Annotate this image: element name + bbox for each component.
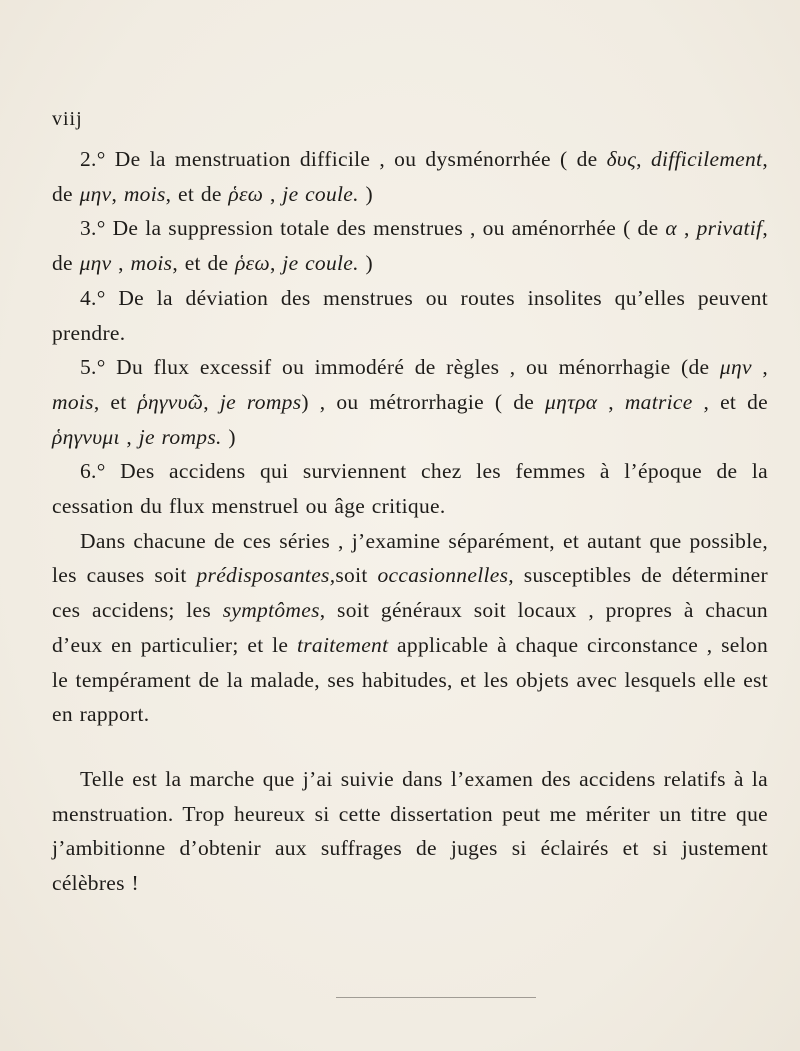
text-run: , <box>111 251 131 276</box>
text-run: 3.° De la suppression totale des menstrues , ou aménorrhée ( de <box>80 216 666 241</box>
text-run: ) <box>358 251 373 276</box>
paragraph <box>52 762 768 901</box>
italic-term: je coule. <box>282 251 359 276</box>
italic-term: μην <box>79 181 112 206</box>
text-run: soit <box>335 563 378 588</box>
paragraph <box>52 142 768 211</box>
text-run: , <box>269 251 283 276</box>
paragraph <box>52 211 768 280</box>
paragraph <box>52 524 768 732</box>
italic-term: μην <box>719 355 752 380</box>
text-run: , <box>203 389 220 414</box>
italic-term: mois <box>52 389 94 414</box>
text-run: ) <box>358 181 373 206</box>
text-run: Telle est la marche que j’ai suivie dans l’examen des accidens relatifs à la menstruation. Trop heureux si cette dissertation peut me mériter un titre que j’ambitionne d’obtenir aux suffrages de juges si éclairés et si justement célèbres ! <box>52 766 768 896</box>
italic-term: ῥεω <box>235 251 270 276</box>
text-run: 6.° Des accidens qui surviennent chez les femmes à l’époque de la cessation du flux menstruel ou âge critique. <box>52 459 768 519</box>
text-run: applicable à chaque circonstance , selon le tempérament de la malade, ses habitudes, et les objets avec lesquels elle est en rapport. <box>52 632 768 727</box>
text-run: 2.° De la menstruation difficile , ou dysménorrhée ( de <box>80 147 607 171</box>
decorative-rule <box>336 997 536 998</box>
text-run: 4.° De la déviation des menstrues ou routes insolites qu’elles peuvent prendre. <box>52 285 768 345</box>
text-run: susceptibles de déterminer ces accidens; les <box>52 563 768 623</box>
italic-term: δυς <box>606 147 637 171</box>
italic-term: symptômes <box>222 598 320 623</box>
text-run: , <box>263 181 283 206</box>
paragraph <box>52 454 768 523</box>
text-run: , de <box>52 147 768 206</box>
text-run: , et de <box>172 251 236 276</box>
text-run: , et <box>93 389 138 414</box>
paragraph <box>52 281 768 350</box>
text-run: , et de <box>165 181 229 206</box>
text-run: , <box>119 424 139 449</box>
text-run: , <box>111 181 124 206</box>
italic-term: traitement <box>296 632 389 657</box>
italic-term: ῥεω <box>228 181 264 206</box>
italic-term: occasionnelles, <box>377 563 514 588</box>
italic-term: α <box>665 216 677 241</box>
text-run: , <box>751 355 769 380</box>
italic-term: μητρα <box>545 389 598 414</box>
text-run: , <box>677 216 697 241</box>
italic-term: ῥηγνυῶ <box>137 389 204 414</box>
italic-term: prédisposantes, <box>196 563 336 588</box>
text-run: , de <box>52 216 768 276</box>
italic-term: je romps. <box>138 424 222 449</box>
text-run: , <box>636 147 651 171</box>
italic-term: ῥηγνυμι <box>52 424 120 449</box>
italic-term: matrice <box>624 389 693 414</box>
text-run: , et de <box>692 389 768 414</box>
italic-term: privatif <box>696 216 763 241</box>
text-run: ) , ou métrorrhagie ( de <box>301 389 546 414</box>
italic-term: je coule. <box>282 181 359 206</box>
italic-term: mois <box>130 251 173 276</box>
paragraph <box>52 350 768 454</box>
body-text <box>52 142 768 901</box>
text-run: , soit généraux soit locaux , propres à chacun d’eux en particulier; et le <box>52 598 768 657</box>
text-run: , <box>597 389 625 414</box>
italic-term: je romps <box>219 389 302 414</box>
text-run: ) <box>221 424 236 449</box>
text-run: Dans chacune de ces séries , j’examine séparément, et autant que possible, les causes soit <box>52 528 768 588</box>
italic-term: μην <box>79 251 112 276</box>
page-number: viij <box>52 108 83 130</box>
text-run: 5.° Du flux excessif ou immodéré de règles , ou ménorrhagie (de <box>80 355 720 380</box>
italic-term: difficilement <box>650 147 763 171</box>
italic-term: mois <box>123 181 166 206</box>
